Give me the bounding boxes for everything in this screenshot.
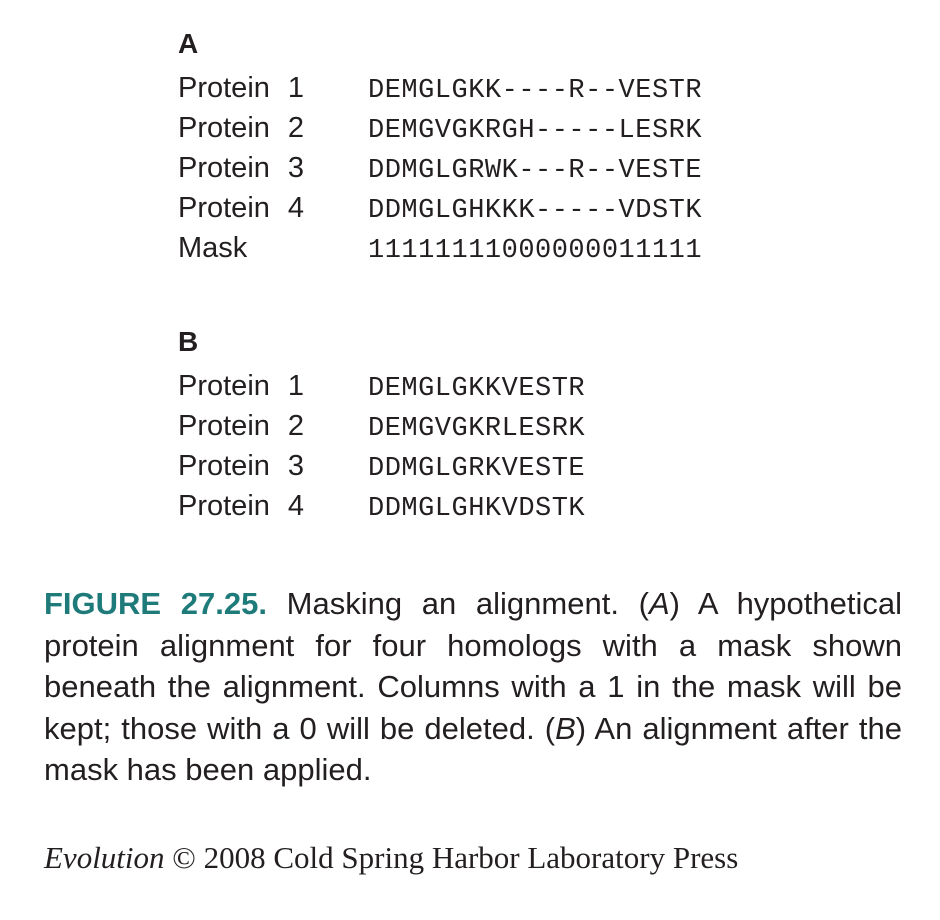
caption-text: ) An alignment after the mask has been applied. xyxy=(44,710,902,787)
panel-b-label: B xyxy=(178,326,199,357)
figure-label: FIGURE 27.25. xyxy=(44,586,267,621)
alignment-row-protein-3 xyxy=(178,152,702,192)
caption-ref-a: A xyxy=(648,586,670,621)
caption-ref-b: B xyxy=(555,710,576,746)
row-number: 3 xyxy=(287,450,305,482)
row-sequence: DEMGVGKRGH-----LESRK xyxy=(368,116,703,146)
row-label xyxy=(178,192,368,225)
row-label xyxy=(178,232,368,265)
row-label xyxy=(178,450,368,483)
row-number: 4 xyxy=(287,192,305,224)
alignment-row-protein-3 xyxy=(178,450,585,490)
row-number: 1 xyxy=(287,370,305,402)
row-name: Protein xyxy=(178,72,270,104)
row-name: Mask xyxy=(178,232,248,264)
caption-text: Masking an alignment. ( xyxy=(266,586,649,621)
alignment-row-mask xyxy=(178,232,702,272)
row-sequence: DDMGLGHKKK-----VDSTK xyxy=(368,196,703,226)
row-sequence: DDMGLGRKVESTE xyxy=(368,454,586,484)
row-name: Protein xyxy=(178,192,270,224)
row-label xyxy=(178,152,368,185)
row-number: 2 xyxy=(287,112,305,144)
copyright-credit xyxy=(44,838,738,878)
copyright-text: © 2008 Cold Spring Harbor Laboratory Press xyxy=(164,840,739,875)
row-name: Protein xyxy=(178,112,270,144)
panel-b-alignment xyxy=(178,370,585,530)
alignment-row-protein-4 xyxy=(178,192,702,232)
row-label xyxy=(178,72,368,105)
alignment-row-protein-2 xyxy=(178,112,702,152)
row-label xyxy=(178,490,368,523)
row-number: 4 xyxy=(287,490,305,522)
figure-caption xyxy=(44,583,902,791)
row-sequence: DDMGLGRWK---R--VESTE xyxy=(368,156,703,186)
alignment-row-protein-4 xyxy=(178,490,585,530)
row-name: Protein xyxy=(178,410,270,442)
row-sequence: DEMGLGKKVESTR xyxy=(368,374,586,404)
alignment-row-protein-2 xyxy=(178,410,585,450)
row-name: Protein xyxy=(178,152,270,184)
row-sequence: DDMGLGHKVDSTK xyxy=(368,494,586,524)
row-name: Protein xyxy=(178,450,270,482)
panel-a-label: A xyxy=(178,28,199,59)
row-label xyxy=(178,112,368,145)
alignment-row-protein-1 xyxy=(178,72,702,112)
row-name: Protein xyxy=(178,370,270,402)
row-sequence: DEMGLGKK----R--VESTR xyxy=(368,76,703,106)
book-title: Evolution xyxy=(44,840,165,875)
row-number: 1 xyxy=(287,72,305,104)
mask-sequence: 11111111000000011111 xyxy=(368,236,703,266)
caption-text: ) A hypothetical protein alignment for four homologs with a mask shown beneath the alignment. Columns with a 1 in the mask will be kept; those with a 0 will be deleted. ( xyxy=(44,586,903,746)
row-name: Protein xyxy=(178,490,270,522)
row-number: 3 xyxy=(287,152,305,184)
row-label xyxy=(178,410,368,443)
panel-a-alignment xyxy=(178,72,702,272)
alignment-row-protein-1 xyxy=(178,370,585,410)
row-number: 2 xyxy=(287,410,305,442)
row-label xyxy=(178,370,368,403)
row-sequence: DEMGVGKRLESRK xyxy=(368,414,586,444)
